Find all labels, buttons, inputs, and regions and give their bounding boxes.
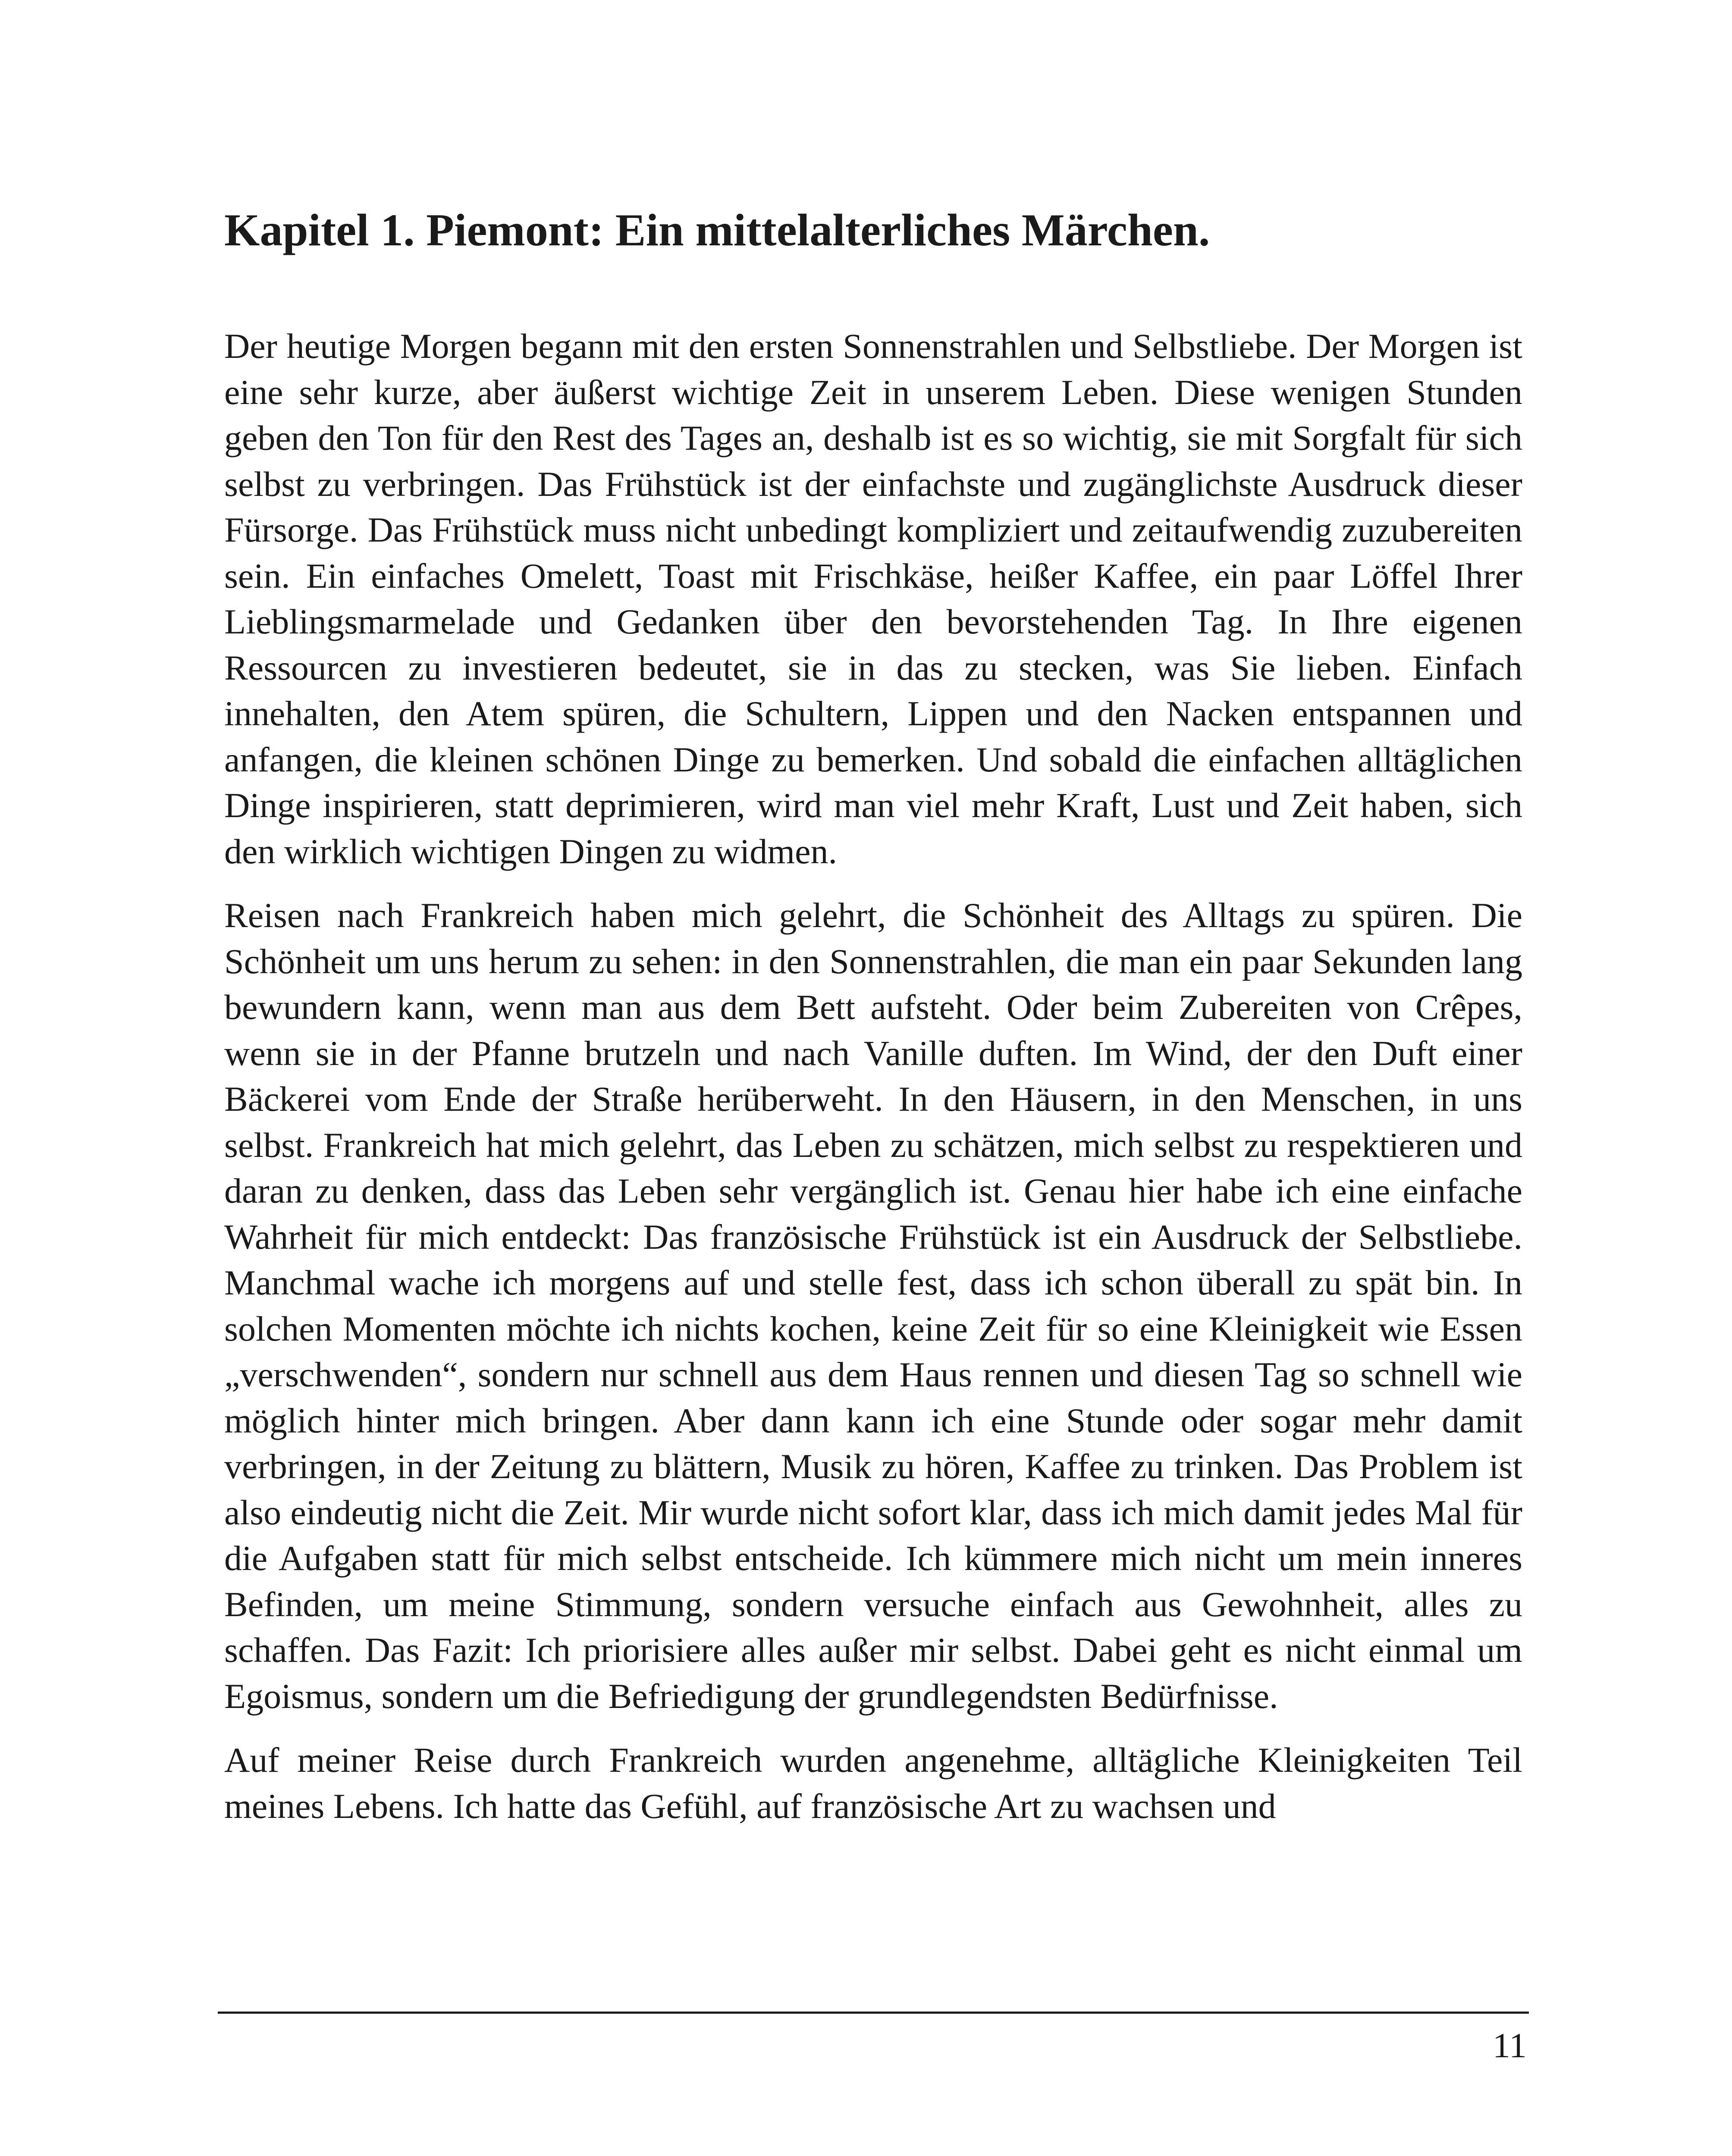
footer-divider [218, 2012, 1529, 2014]
body-text [224, 323, 1522, 1847]
page-number: 11 [1493, 2026, 1527, 2065]
paragraph: Auf meiner Reise durch Frankreich wurden angenehme, alltägliche Kleinigkeiten Teil meines Lebens. Ich hatte das Gefühl, auf französische Art zu wachsen und [224, 1740, 1522, 1826]
chapter-title: Kapitel 1. Piemont: Ein mittelalterliches Märchen. [224, 205, 1210, 255]
paragraph: Der heutige Morgen begann mit den ersten Sonnenstrahlen und Selbstliebe. Der Morgen ist eine sehr kurze, aber äußerst wichtige Zeit in unserem Leben. Diese wenigen Stunden geben den Ton für den Rest des Tages an, deshalb ist es so wichtig, sie mit Sorgfalt für sich selbst zu verbringen. Das Frühstück ist der einfachste und zugänglichste Ausdruck dieser Fürsorge. Das Frühstück muss nicht unbedingt kompliziert und zeitaufwendig zuzubereiten sein. Ein einfaches Omelett, Toast mit Frischkäse, heißer Kaffee, ein paar Löffel Ihrer Lieblingsmarmelade und Gedanken über den bevorstehenden Tag. In Ihre eigenen Ressourcen zu investieren bedeutet, sie in das zu stecken, was Sie lieben. Einfach innehalten, den Atem spüren, die Schultern, Lippen und den Nacken entspannen und anfangen, die kleinen schönen Dinge zu bemerken. Und sobald die einfachen alltäglichen Dinge inspirieren, statt deprimieren, wird man viel mehr Kraft, Lust und Zeit haben, sich den wirklich wichtigen Dingen zu widmen. [224, 326, 1522, 871]
paragraph: Reisen nach Frankreich haben mich gelehrt, die Schönheit des Alltags zu spüren. Die Schönheit um uns herum zu sehen: in den Sonnenstrahlen, die man ein paar Sekunden lang bewundern kann, wenn man aus dem Bett aufsteht. Oder beim Zubereiten von Crêpes, wenn sie in der Pfanne brutzeln und nach Vanille duften. Im Wind, der den Duft einer Bäckerei vom Ende der Straße herüberweht. In den Häusern, in den Menschen, in uns selbst. Frankreich hat mich gelehrt, das Leben zu schätzen, mich selbst zu respektieren und daran zu denken, dass das Leben sehr vergänglich ist. Genau hier habe ich eine einfache Wahrheit für mich entdeckt: Das französische Frühstück ist ein Ausdruck der Selbstliebe. Manchmal wache ich morgens auf und stelle fest, dass ich schon überall zu spät bin. In solchen Momenten möchte ich nichts kochen, keine Zeit für so eine Kleinigkeit wie Essen „verschwenden“, sondern nur schnell aus dem Haus rennen und diesen Tag so schnell wie möglich hinter mich bringen. Aber dann kann ich eine Stunde oder sogar mehr damit verbringen, in der Zeitung zu blättern, Musik zu hören, Kaffee zu trinken. Das Problem ist also eindeutig nicht die Zeit. Mir wurde nicht sofort klar, dass ich mich damit jedes Mal für die Aufgaben statt für mich selbst entscheide. Ich kümmere mich nicht um mein inneres Befinden, um meine Stimmung, sondern versuche einfach aus Gewohnheit, alles zu schaffen. Das Fazit: Ich priorisiere alles außer mir selbst. Dabei geht es nicht einmal um Egoismus, sondern um die Befriedigung der grundlegendsten Bedürfnisse. [224, 896, 1522, 1716]
